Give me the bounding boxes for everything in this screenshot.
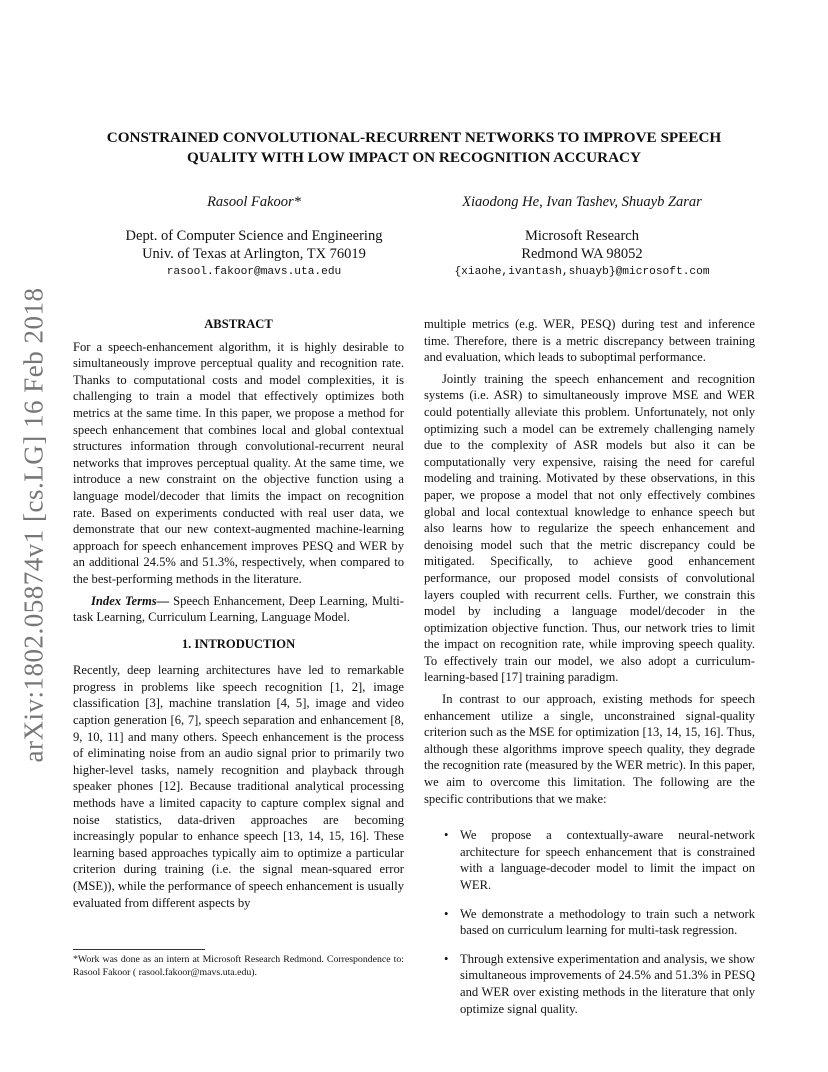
- affiliation-left-2: Univ. of Texas at Arlington, TX 76019: [142, 246, 366, 262]
- abstract-text: For a speech-enhancement algorithm, it is highly desirable to simultaneously improve perceptual quality and recognition rate. Thanks to computational costs and model complexities, it is challenging to train a model that effectively optimizes both metrics at the same time. In this paper, we propose a method for speech enhancement that combines local and global contextual structures information through convolutional-recurrent neural networks that improves perceptual quality. At the same time, we introduce a new constraint on the objective function using a language model/decoder that limits the impact on recognition rate. Based on experiments conducted with real user data, we demonstrate that our new context-augmented machine-learning approach for speech enhancement improves PESQ and WER by an additional 24.5% and 51.3%, respectively, when compared to the best-performing methods in the literature.: [73, 339, 404, 586]
- intro-paragraph-1: Recently, deep learning architectures have led to remarkable progress in problems like speech recognition [1, 2], image classification [3], machine translation [4, 5], image and video caption generation [6, 7], speech separation and enhancement [8, 9, 10, 11] and many others. Speech enhancement is the process of eliminating noise from an audio signal prior to primarily two higher-level tasks, namely recognition and playback through speaker phones [12]. Because traditional analytical processing methods have a limited capacity to capture complex signal and noise statistics, data-driven approaches are becoming increasingly popular to enhance speech [13, 14, 15, 16]. These learning based approaches typically aim to optimize a particular criterion during training (i.e. the signal mean-squared error (MSE)), while the performance of speech enhancement is usually evaluated from different aspects by: [73, 663, 404, 910]
- email-right: {xiaohe,ivantash,shuayb}@microsoft.com: [454, 266, 710, 278]
- contribution-bullet-3: [424, 951, 755, 1017]
- author-name-left: Rasool Fakoor*: [207, 194, 301, 210]
- index-terms-label: Index Terms—: [91, 593, 170, 608]
- email-left: rasool.fakoor@mavs.uta.edu: [166, 266, 342, 278]
- title-line-1: CONSTRAINED CONVOLUTIONAL-RECURRENT NETWORKS TO IMPROVE SPEECH: [106, 129, 722, 146]
- bullet-text-1: We propose a contextually-aware neural-network architecture for speech enhancement that is constrained with a language-decoder model to limit the impact on WER.: [460, 828, 755, 892]
- arxiv-sidebar: [14, 287, 54, 763]
- contribution-bullet-2: [424, 906, 755, 939]
- affiliation-left-1: Dept. of Computer Science and Engineering: [125, 228, 383, 244]
- abstract-heading: ABSTRACT: [204, 317, 273, 331]
- right-paragraph-0: multiple metrics (e.g. WER, PESQ) during test and inference time. Therefore, there is a metric discrepancy between training and evaluation, which leads to suboptimal performance.: [424, 317, 755, 365]
- author-block-left: [84, 194, 424, 278]
- arxiv-id: arXiv:1802.05874v1 [cs.LG] 16 Feb 2018: [18, 287, 49, 763]
- bullet-text-3: Through extensive experimentation and analysis, we show simultaneous improvements of 24.5% and 51.3% in PESQ and WER over existing methods in the literature that only optimize signal quality.: [460, 951, 755, 1016]
- paper-title: [60, 128, 768, 168]
- author-block-right: [412, 194, 752, 278]
- contribution-bullet-1: [424, 827, 755, 893]
- intro-heading: 1. INTRODUCTION: [181, 636, 296, 651]
- affiliation-right-1: Microsoft Research: [525, 228, 639, 244]
- footnote-rule: [73, 949, 205, 950]
- right-column: [424, 316, 755, 1017]
- bullet-icon: •: [444, 951, 449, 966]
- right-paragraph-2: In contrast to our approach, existing methods for speech enhancement utilize a single, unconstrained signal-quality criterion such as the MSE for optimization [13, 14, 15, 16]. Thus, although these algorithms improve speech quality, they degrade the recognition rate (measured by the WER metric). In this paper, we aim to overcome this limitation. The following are the specific contributions that we make:: [424, 692, 755, 806]
- index-terms: [73, 593, 404, 626]
- footnote: *Work was done as an intern at Microsoft Research Redmond. Correspondence to: Rasool Fakoor ( rasool.fakoor@mavs.uta.edu).: [73, 954, 404, 978]
- right-paragraph-1: Jointly training the speech enhancement and recognition systems (i.e. ASR) to simultaneously improve MSE and WER could potentially alleviate this problem. Unfortunately, not only optimizing such a model can be extremely challenging namely due to the complexity of ASR models but also it can be computationally very expensive, raising the need for careful modeling and training. Motivated by these observations, in this paper, we propose a model that not only effectively combines global and local contextual knowledge to enhance speech but also learns how to regularize the speech enhancement and denoising model such that the metric discrepancy could be mitigated. Specifically, to achieve good enhancement performance, our proposed model consists of convolutional layers coupled with recurrent cells. Further, we constrain this model by including a language model/decoder in the optimization objective function. Thus, our network tries to limit the impact on recognition rate, while improving speech quality. To effectively train our model, we also adopt a curriculum-learning-based [17] training paradigm.: [424, 371, 755, 685]
- index-terms-text: Speech Enhancement, Deep Learning, Multi-task Learning, Curriculum Learning, Language Model.: [73, 593, 405, 625]
- bullet-text-2: We demonstrate a methodology to train such a network based on curriculum learning for multi-task regression.: [460, 906, 755, 938]
- bullet-icon: •: [444, 906, 449, 921]
- title-line-2: QUALITY WITH LOW IMPACT ON RECOGNITION ACCURACY: [187, 149, 641, 166]
- affiliation-right-2: Redmond WA 98052: [521, 246, 643, 262]
- bullet-icon: •: [444, 828, 449, 843]
- left-column: [73, 316, 404, 911]
- author-name-right: Xiaodong He, Ivan Tashev, Shuayb Zarar: [462, 194, 702, 210]
